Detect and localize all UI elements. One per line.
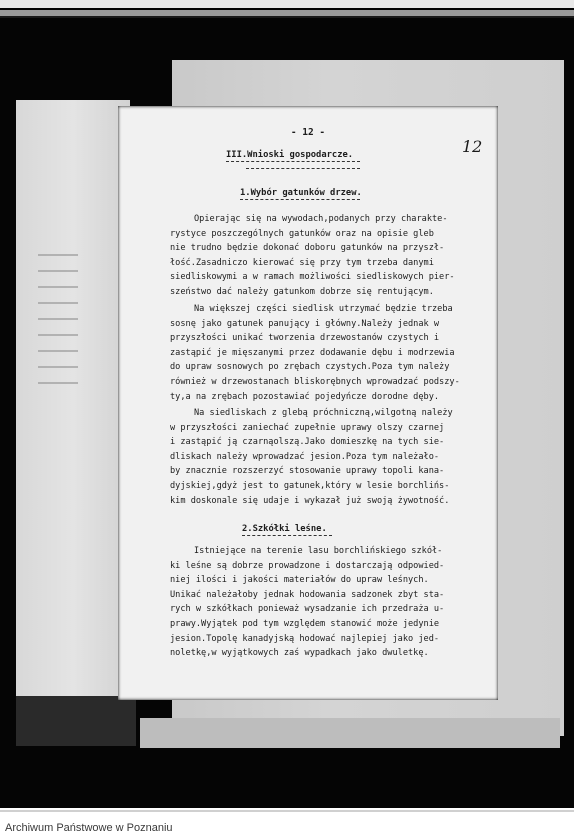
text-line: w przyszłości zaniechać zupełnie uprawy olszy czarnej [170, 422, 445, 433]
text-line: kim doskonale się udaje i wykazał już swoją żywotność. [170, 495, 450, 506]
text-line: sosnę jako gatunek panujący i główny.Należy jednak w [170, 318, 440, 329]
handwritten-page-number: 12 [462, 137, 483, 156]
text-line: noletkę,w wyjątkowych zaś wypadkach jako dwuletkę. [170, 648, 429, 659]
text-line: Na większej części siedlisk utrzymać będzie trzeba [194, 304, 453, 314]
top-border [0, 0, 574, 8]
text-line: Unikać należałoby jednak hodowania sadzonek zbyt sta- [170, 589, 445, 600]
text-line: ty,a na zrębach pozostawiać pojedyńcze dorodne dęby. [170, 391, 440, 402]
text-line: Na siedliskach z glebą próchniczną,wilgotną należy [194, 408, 453, 418]
page-number: - 12 - [290, 127, 326, 138]
text-line: do upraw sosnowych po zrębach czystych.Poza tym należy [170, 362, 450, 373]
text-line: prawy.Wyjątek pod tym względem stanowić może jedynie [170, 618, 440, 629]
text-line: Istniejące na terenie lasu borchlińskiego szkół- [194, 546, 443, 556]
text-line: rystyce poszczególnych gatunków oraz na opisie gleb [170, 228, 434, 239]
section-title-underline [226, 161, 360, 162]
text-line: Opierając się na wywodach,podanych przy charakte- [194, 214, 448, 224]
text-line: nie trudno będzie dokonać doboru gatunków na przyszł- [170, 243, 445, 254]
text-line: łość.Zasadniczo kierować się przy tym trzeba danymi [170, 257, 434, 268]
paragraph-3 [170, 406, 470, 508]
left-page [16, 100, 130, 696]
subsection-title-2-underline [242, 535, 332, 536]
back-page-edge [140, 718, 560, 748]
text-line: przyszłości unikać tworzenia drzewostanów czystych i [170, 333, 440, 344]
subsection-title-2: 2.Szkółki leśne. [242, 524, 327, 534]
text-line: ki leśne są dobrze prowadzone i dostarczają odpowied- [170, 560, 445, 571]
archive-name: Archiwum Państwowe w Poznaniu [5, 822, 173, 834]
text-line: szeństwo dać należy gatunkom dobrze się rentującym. [170, 286, 434, 297]
footer-divider [0, 810, 574, 812]
text-line: i zastąpić ją czarnąolszą.Jako domieszkę na tych sie- [170, 437, 445, 448]
subsection-title-1: 1.Wybór gatunków drzew. [240, 188, 362, 198]
text-line: niej ilości i jakości materiałów do upraw leśnych. [170, 575, 429, 586]
text-line: również w drzewostanach bliskorębnych wprowadzać podszy- [170, 376, 460, 387]
paragraph-4 [170, 544, 470, 661]
section-title-underline-2 [246, 168, 360, 169]
text-line: siedliskowymi a w ramach możliwości siedliskowych pier- [170, 272, 455, 283]
left-page-bleed-marks [38, 240, 78, 384]
text-line: by znacznie rozszerzyć stosowanie uprawy topoli kana- [170, 466, 445, 477]
text-line: dyjskiej,gdyż jest to gatunek,który w lesie borchlińs- [170, 480, 450, 491]
scan-image [0, 8, 574, 808]
text-line: jesion.Topolę kanadyjską hodować najlepiej jako jed- [170, 633, 440, 644]
document-page [118, 106, 498, 700]
left-page-shadow [16, 696, 136, 746]
text-line: dliskach należy wprowadzać jesion.Poza tym należało- [170, 451, 440, 462]
paragraph-1 [170, 212, 470, 300]
footer [0, 808, 574, 840]
text-line: rych w szkółkach ponieważ wysadzanie ich przedraża u- [170, 604, 445, 615]
subsection-title-1-underline [240, 199, 360, 200]
text-line: zastąpić je mięszanymi przez dodawanie dębu i modrzewia [170, 347, 455, 358]
section-title: III.Wnioski gospodarcze. [226, 150, 354, 160]
top-band-shadow [0, 16, 574, 18]
paragraph-2 [170, 302, 470, 404]
